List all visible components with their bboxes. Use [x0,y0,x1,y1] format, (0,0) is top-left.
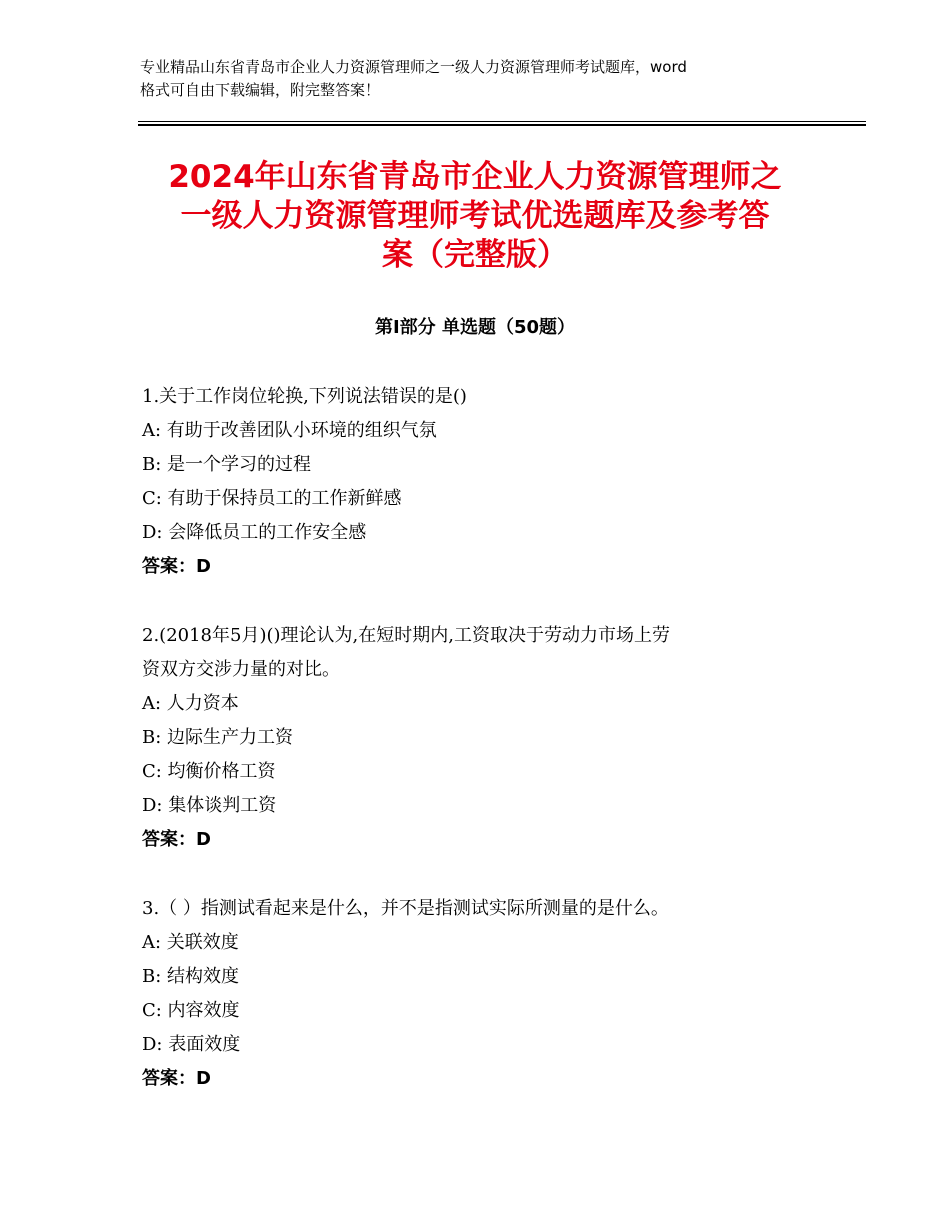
document-title [130,158,820,275]
header-note [140,56,820,102]
question-stem [142,380,822,414]
title-line: 2024年山东省青岛市企业人力资源管理师之 [168,159,782,195]
option-a: A: 人力资本 [142,693,239,714]
header-divider-thick [138,124,866,126]
option-a: A: 关联效度 [142,932,239,953]
question-1 [142,380,822,584]
question-stem-line: 3.（ ）指测试看起来是什么，并不是指测试实际所测量的是什么。 [142,898,669,919]
question-stem-line: 2.(2018年5月)()理论认为,在短时期内,工资取决于劳动力市场上劳 [142,625,670,646]
option-b: B: 边际生产力工资 [142,727,294,748]
question-stem-line: 1.关于工作岗位轮换,下列说法错误的是() [142,386,467,407]
option-c: C: 均衡价格工资 [142,761,276,782]
question-2 [142,619,822,857]
answer: 答案：D [142,829,211,850]
header-divider [138,121,866,122]
option-b: B: 是一个学习的过程 [142,454,312,475]
section-title: 第Ⅰ部分 单选题（50题） [374,317,575,338]
title-line: 一级人力资源管理师考试优选题库及参考答 [180,198,770,234]
question-stem [142,892,822,926]
option-d: D: 集体谈判工资 [142,795,277,816]
header-note-line: 格式可自由下载编辑，附完整答案！ [140,81,381,99]
question-stem [142,619,822,687]
question-stem-line: 资双方交涉力量的对比。 [142,659,340,680]
answer: 答案：D [142,1068,211,1089]
option-d: D: 会降低员工的工作安全感 [142,522,367,543]
question-3 [142,892,822,1096]
header-note-line: 专业精品山东省青岛市企业人力资源管理师之一级人力资源管理师考试题库，word [140,58,687,76]
option-c: C: 内容效度 [142,1000,240,1021]
option-a: A: 有助于改善团队小环境的组织气氛 [142,420,437,441]
option-b: B: 结构效度 [142,966,240,987]
answer: 答案：D [142,556,211,577]
option-c: C: 有助于保持员工的工作新鲜感 [142,488,402,509]
option-d: D: 表面效度 [142,1034,241,1055]
title-line: 案（完整版） [382,237,568,273]
